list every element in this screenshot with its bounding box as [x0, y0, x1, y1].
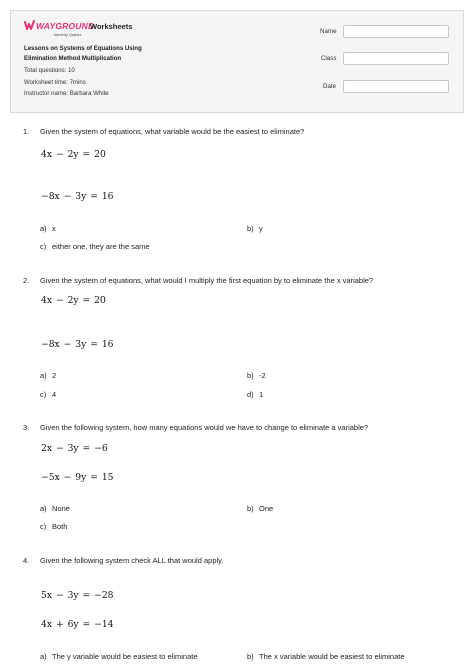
equation: 4x − 2y = 20 [41, 295, 106, 306]
option-b[interactable] [247, 224, 263, 233]
option-b[interactable] [247, 504, 273, 513]
class-label: Class [321, 55, 337, 62]
option-label: b) [247, 504, 254, 513]
date-label: Date [323, 83, 337, 90]
question-text: Given the system of equations, what would I multiply the first equation by to eliminate the x variable? [40, 276, 374, 285]
instructor-name: Instructor name: Barbara White [24, 90, 109, 97]
logo-subtitle: formerly Quizizz [54, 33, 82, 37]
option-b[interactable] [247, 371, 266, 380]
worksheet-title-line-1: Lessons on Systems of Equations Using [24, 45, 142, 52]
equation: 4x − 2y = 20 [41, 149, 106, 160]
option-label: a) [40, 652, 47, 661]
brand-label: Worksheets [90, 22, 133, 31]
wayground-logo-icon [24, 20, 35, 31]
option-label: b) [247, 652, 254, 661]
option-label: d) [247, 390, 254, 399]
option-label: a) [40, 371, 47, 380]
option-a[interactable] [40, 371, 56, 380]
question-text: Given the following system, how many equations would we have to change to eliminate a variable? [40, 423, 369, 432]
question-text: Given the system of equations, what variable would be the easiest to eliminate? [40, 127, 305, 136]
option-text: None [52, 504, 70, 513]
worksheet-header [10, 10, 464, 113]
question-number: 3. [23, 423, 30, 432]
option-c[interactable] [40, 522, 67, 531]
question-number: 4. [23, 556, 30, 565]
option-text: The y variable would be easiest to eliminate [52, 652, 198, 661]
worksheet-time: Worksheet time: 7mins [24, 79, 86, 86]
option-text: 4 [52, 390, 57, 399]
option-a[interactable] [40, 504, 70, 513]
option-label: b) [247, 371, 254, 380]
option-label: b) [247, 224, 254, 233]
logo-wordmark: WAYGROUND [36, 21, 95, 31]
option-b[interactable] [247, 652, 405, 661]
question-text: Given the following system check ALL that would apply. [40, 556, 224, 565]
worksheet-title [24, 44, 142, 64]
option-label: c) [40, 390, 47, 399]
name-field[interactable] [343, 25, 449, 38]
option-text: y [259, 224, 263, 233]
option-a[interactable] [40, 224, 56, 233]
class-field[interactable] [343, 52, 449, 65]
date-field[interactable] [343, 80, 449, 93]
option-label: a) [40, 504, 47, 513]
equation: 5x − 3y = −28 [41, 590, 114, 601]
equation: −8x − 3y = 16 [41, 339, 114, 350]
option-text: Both [52, 522, 68, 531]
option-label: c) [40, 242, 47, 251]
option-text: 2 [52, 371, 57, 380]
option-a[interactable] [40, 652, 198, 661]
equation: −8x − 3y = 16 [41, 191, 114, 202]
total-questions: Total questions: 10 [24, 67, 75, 74]
option-text: x [52, 224, 56, 233]
option-text: 1 [259, 390, 264, 399]
question-number: 2. [23, 276, 30, 285]
equation: −5x − 9y = 15 [41, 472, 114, 483]
option-text: -2 [259, 371, 266, 380]
question-number: 1. [23, 127, 30, 136]
option-label: c) [40, 522, 47, 531]
option-c[interactable] [40, 390, 56, 399]
option-text: One [259, 504, 274, 513]
equation: 2x − 3y = −6 [41, 443, 108, 454]
option-d[interactable] [247, 390, 263, 399]
worksheet-title-line-2: Elimination Method Multiplication [24, 55, 122, 62]
option-text: either one, they are the same [52, 242, 150, 251]
name-label: Name [320, 28, 337, 35]
option-text: The x variable would be easiest to eliminate [259, 652, 405, 661]
equation: 4x + 6y = −14 [41, 619, 114, 630]
option-c[interactable] [40, 242, 150, 251]
option-label: a) [40, 224, 47, 233]
